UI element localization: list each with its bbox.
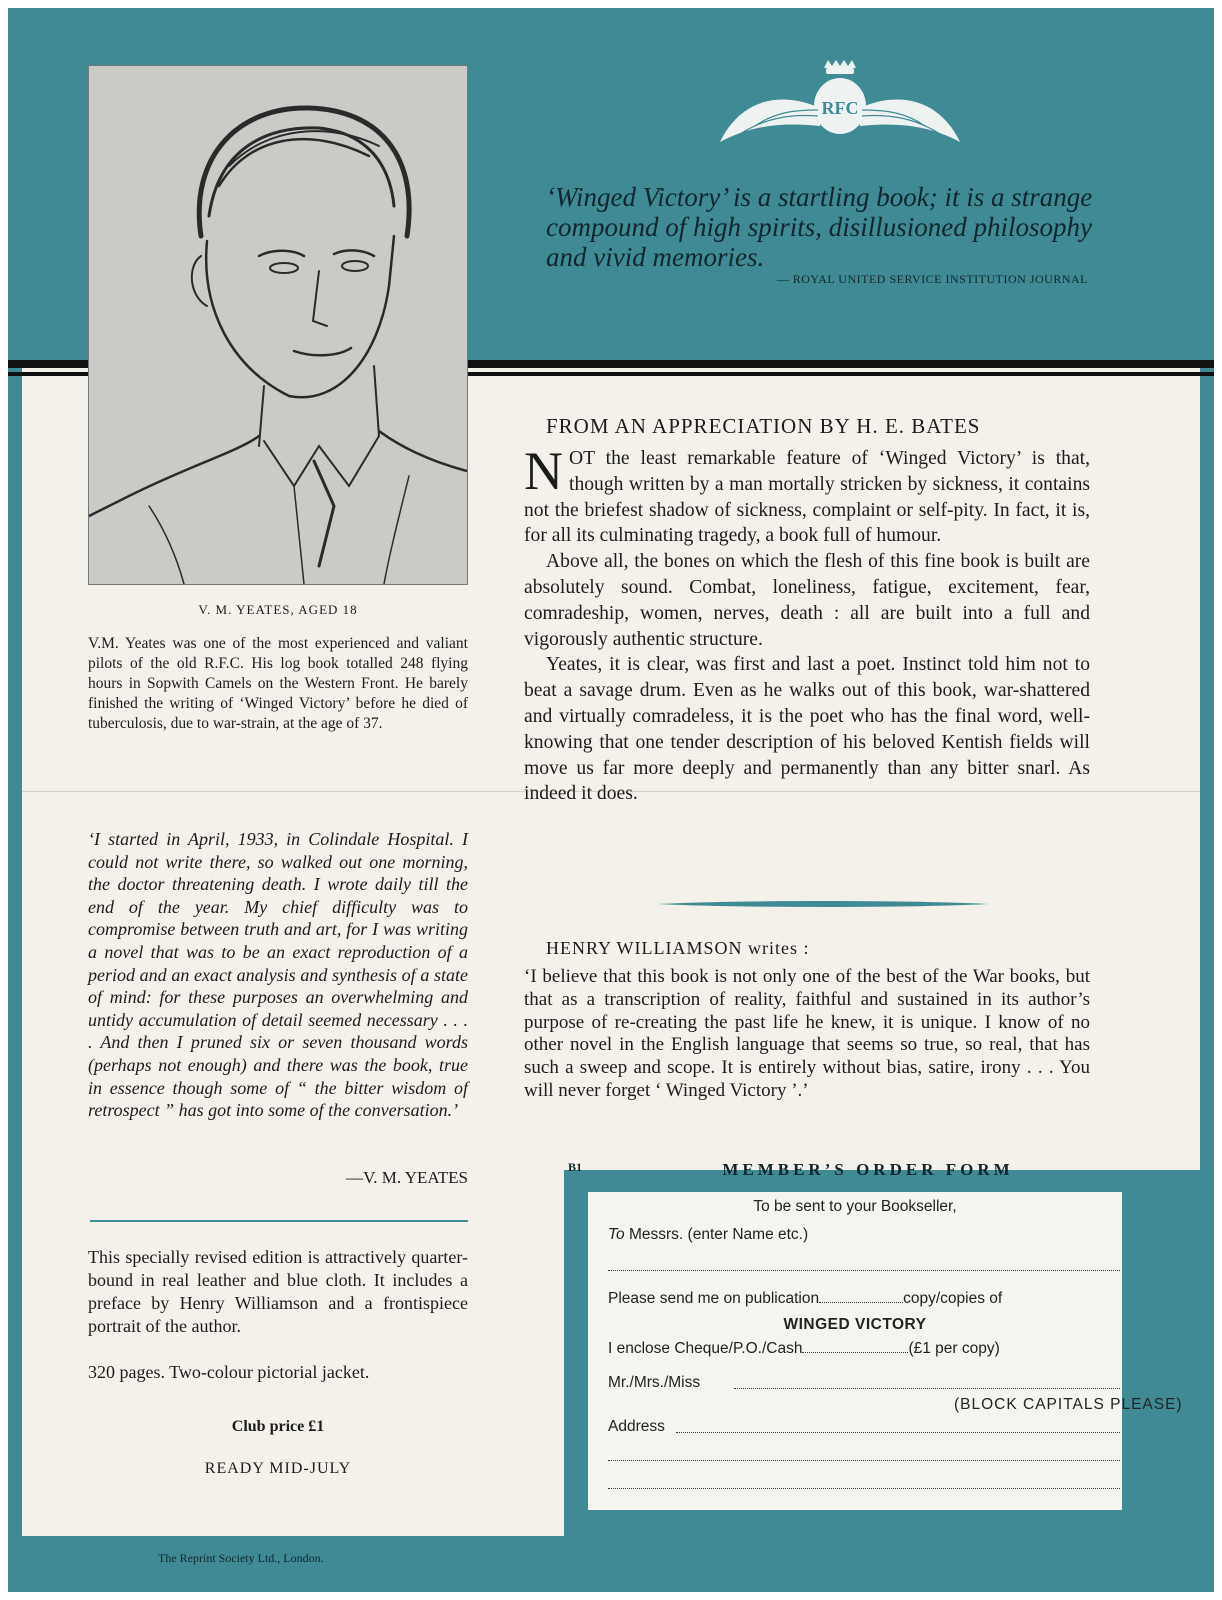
williamson-verb: writes : xyxy=(748,938,810,958)
to-label: To xyxy=(608,1226,625,1243)
bates-paragraph: Yeates, it is clear, was first and last a poet. Instinct told him not to beat a savage drum. Even as he walks out of this book, war-shattered and virtually comradeless, it is the poet who has the final word, well-knowing that one tender description of his beloved Kentish fields will move us far more deeply and permanently than any bitter snarl. As indeed it does. xyxy=(524,654,1090,805)
bates-paragraph-text: OT the least remarkable feature of ‘Winged Victory’ is that, though written by a man mortally stricken by sickness, it contains not the briefest shadow of sickness, complaint or self-pity. In fact, it is, for all its culminating tragedy, a book full of humour. xyxy=(524,448,1090,547)
club-price: Club price £1 xyxy=(231,1418,325,1435)
edition-description: This specially revised edition is attractively quarter-bound in real leather and blue cloth. It includes a preface by Henry Williamson and a frontispiece portrait of the author. xyxy=(88,1247,468,1336)
address-field-3[interactable] xyxy=(608,1488,1120,1489)
leaflet-page xyxy=(8,8,1214,1592)
left-border xyxy=(8,8,22,1592)
send-suffix: copy/copies of xyxy=(903,1290,1003,1307)
order-form-code: B1 xyxy=(568,1160,583,1174)
messrs-label: Messrs. (enter Name etc.) xyxy=(628,1226,809,1243)
emblem-letters: RFC xyxy=(821,98,859,118)
copies-line xyxy=(608,1290,1002,1308)
name-label: Mr./Mrs./Miss xyxy=(608,1374,701,1391)
messrs-field[interactable] xyxy=(608,1270,1120,1271)
bates-paragraph xyxy=(524,441,1090,549)
author-quote-attribution: —V. M. YEATES xyxy=(346,1168,468,1187)
bates-heading: FROM AN APPRECIATION BY H. E. BATES xyxy=(546,414,981,438)
section-divider xyxy=(90,1220,468,1222)
block-capitals-note: (BLOCK CAPITALS PLEASE) xyxy=(954,1396,1183,1413)
address-label: Address xyxy=(608,1418,665,1435)
header-quote: ‘Winged Victory’ is a startling book; it is a strange compound of high spirits, disillusioned philosophy and vivid memories. xyxy=(546,182,1093,272)
copies-field[interactable] xyxy=(819,1298,903,1303)
book-title: WINGED VICTORY xyxy=(783,1316,927,1333)
williamson-name: HENRY WILLIAMSON xyxy=(546,938,743,958)
name-field[interactable] xyxy=(734,1388,1120,1389)
address-line xyxy=(608,1418,665,1436)
publisher-imprint: The Reprint Society Ltd., London. xyxy=(158,1551,324,1565)
availability-note: READY MID-JULY xyxy=(204,1460,352,1477)
messrs-line xyxy=(608,1226,808,1244)
author-quote: ‘I started in April, 1933, in Colindale Hospital. I could not write there, so walked out one morning, the doctor threatening death. I wrote daily till the end of the year. My chief difficulty was to compromise between truth and art, for I was writing a novel that was to be an exact reproduction of a period and an exact analysis and synthesis of a state of mind: for these purposes an overwhelming and untidy accumulation of detail seemed necessary . . . . And then I pruned six or seven thousand words (perhaps not enough) and there was the book, true in essence though some of “ the bitter wisdom of retrospect ” has got into some of the conversation.’ xyxy=(88,829,468,1121)
williamson-heading xyxy=(546,938,1046,959)
payment-field[interactable] xyxy=(802,1348,908,1353)
bookseller-line: To be sent to your Bookseller, xyxy=(753,1198,957,1215)
rfc-wings-emblem xyxy=(720,60,960,144)
bates-text xyxy=(524,441,1090,807)
send-prefix: Please send me on publication xyxy=(608,1290,820,1307)
enclose-suffix: (£1 per copy) xyxy=(908,1340,1000,1357)
bates-paragraph: Above all, the bones on which the flesh of this fine book is built are absolutely sound. Combat, loneliness, fatigue, excitement, fear, comradeship, women, nerves, death : all are built into a full and vigorously authentic structure. xyxy=(524,551,1090,650)
williamson-quote: ‘I believe that this book is not only one of the best of the War books, but that as a transcription of reality, faithful and sustained in its author’s purpose of re-creating the past life he knew, it is unique. I know of no other novel in the English language that seems so true, so real, that has such a sweep and scope. It is entirely without bias, satire, irony . . . You will never forget ‘ Winged Victory ’.’ xyxy=(524,966,1090,1101)
order-form-title: MEMBER’S ORDER FORM xyxy=(722,1160,1014,1179)
header-quote-source: — ROYAL UNITED SERVICE INSTITUTION JOURNAL xyxy=(776,272,1088,286)
teal-divider xyxy=(658,900,988,908)
author-portrait xyxy=(88,65,468,585)
portrait-caption: V. M. YEATES, AGED 18 xyxy=(198,602,358,617)
enclose-prefix: I enclose Cheque/P.O./Cash xyxy=(608,1340,803,1357)
author-bio: V.M. Yeates was one of the most experienced and valiant pilots of the old R.F.C. His log book totalled 248 flying hours in Sopwith Camels on the Western Front. He barely finished the writing of ‘Winged Victory’ before he died of tuberculosis, due to war-strain, at the age of 37. xyxy=(88,635,468,732)
address-field[interactable] xyxy=(676,1432,1120,1433)
payment-line xyxy=(608,1340,1000,1358)
order-form xyxy=(588,1192,1183,1510)
edition-pages: 320 pages. Two-colour pictorial jacket. xyxy=(88,1362,370,1382)
name-line xyxy=(608,1374,700,1392)
drop-cap: N xyxy=(524,441,563,501)
address-field-2[interactable] xyxy=(608,1460,1120,1461)
